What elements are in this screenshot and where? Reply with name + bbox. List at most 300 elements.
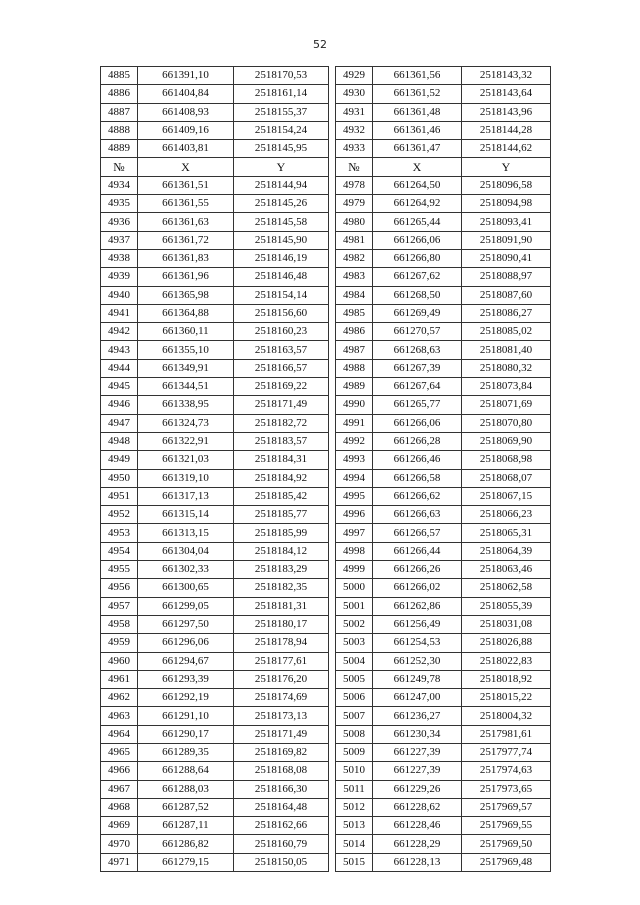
coordinate-rows bbox=[101, 176, 551, 871]
table-row bbox=[101, 176, 551, 194]
point-number: 4968 bbox=[101, 798, 138, 816]
y-coordinate: 2518166,30 bbox=[234, 780, 329, 798]
table-row bbox=[101, 67, 551, 85]
x-coordinate: 661266,80 bbox=[373, 249, 462, 267]
y-coordinate: 2518004,32 bbox=[462, 707, 551, 725]
y-coordinate: 2518068,07 bbox=[462, 469, 551, 487]
table-row bbox=[101, 579, 551, 597]
table-row bbox=[101, 780, 551, 798]
point-number: 4945 bbox=[101, 378, 138, 396]
y-coordinate: 2518090,41 bbox=[462, 249, 551, 267]
point-number: 5010 bbox=[336, 762, 373, 780]
table-row bbox=[101, 121, 551, 139]
x-coordinate: 661344,51 bbox=[138, 378, 234, 396]
point-number: 4948 bbox=[101, 432, 138, 450]
x-coordinate: 661291,10 bbox=[138, 707, 234, 725]
point-number: 5002 bbox=[336, 615, 373, 633]
point-number: 4960 bbox=[101, 652, 138, 670]
table-row bbox=[101, 359, 551, 377]
y-coordinate: 2518185,42 bbox=[234, 487, 329, 505]
x-coordinate: 661228,62 bbox=[373, 798, 462, 816]
table-row bbox=[101, 414, 551, 432]
point-number: 4935 bbox=[101, 195, 138, 213]
table-row bbox=[101, 689, 551, 707]
x-coordinate: 661289,35 bbox=[138, 743, 234, 761]
y-coordinate: 2518068,98 bbox=[462, 451, 551, 469]
column-gap bbox=[329, 542, 336, 560]
point-number: 4986 bbox=[336, 323, 373, 341]
table-row bbox=[101, 561, 551, 579]
x-coordinate: 661264,92 bbox=[373, 195, 462, 213]
point-number: 4987 bbox=[336, 341, 373, 359]
y-coordinate: 2518071,69 bbox=[462, 396, 551, 414]
y-coordinate: 2518173,13 bbox=[234, 707, 329, 725]
point-number: 4955 bbox=[101, 561, 138, 579]
column-gap bbox=[329, 689, 336, 707]
point-number: 5013 bbox=[336, 817, 373, 835]
y-coordinate: 2518063,46 bbox=[462, 561, 551, 579]
point-number: 5001 bbox=[336, 597, 373, 615]
x-coordinate: 661313,15 bbox=[138, 524, 234, 542]
y-coordinate: 2518155,37 bbox=[234, 103, 329, 121]
point-number: 4940 bbox=[101, 286, 138, 304]
point-number: 4886 bbox=[101, 85, 138, 103]
table-row bbox=[101, 451, 551, 469]
column-gap bbox=[329, 176, 336, 194]
point-number: 4988 bbox=[336, 359, 373, 377]
point-number: 4967 bbox=[101, 780, 138, 798]
y-coordinate: 2518154,24 bbox=[234, 121, 329, 139]
point-number: 4938 bbox=[101, 249, 138, 267]
column-gap bbox=[329, 341, 336, 359]
point-number: 4962 bbox=[101, 689, 138, 707]
point-number: 5003 bbox=[336, 634, 373, 652]
x-coordinate: 661267,64 bbox=[373, 378, 462, 396]
column-gap bbox=[329, 304, 336, 322]
column-gap bbox=[329, 579, 336, 597]
y-coordinate: 2518185,77 bbox=[234, 506, 329, 524]
table-row bbox=[101, 85, 551, 103]
x-coordinate: 661361,55 bbox=[138, 195, 234, 213]
point-number: 4953 bbox=[101, 524, 138, 542]
y-coordinate: 2518180,17 bbox=[234, 615, 329, 633]
point-number: 5014 bbox=[336, 835, 373, 853]
table-row bbox=[101, 506, 551, 524]
y-coordinate: 2518096,58 bbox=[462, 176, 551, 194]
x-coordinate: 661268,50 bbox=[373, 286, 462, 304]
column-gap bbox=[329, 103, 336, 121]
point-number: 4994 bbox=[336, 469, 373, 487]
x-coordinate: 661321,03 bbox=[138, 451, 234, 469]
point-number: 4932 bbox=[336, 121, 373, 139]
y-coordinate: 2518176,20 bbox=[234, 670, 329, 688]
y-coordinate: 2518031,08 bbox=[462, 615, 551, 633]
column-gap bbox=[329, 853, 336, 871]
x-coordinate: 661228,46 bbox=[373, 817, 462, 835]
y-coordinate: 2518018,92 bbox=[462, 670, 551, 688]
header-x-right: X bbox=[373, 158, 462, 176]
header-number-right: № bbox=[336, 158, 373, 176]
point-number: 4939 bbox=[101, 268, 138, 286]
x-coordinate: 661264,50 bbox=[373, 176, 462, 194]
column-gap bbox=[329, 268, 336, 286]
y-coordinate: 2518154,14 bbox=[234, 286, 329, 304]
point-number: 4946 bbox=[101, 396, 138, 414]
y-coordinate: 2517969,57 bbox=[462, 798, 551, 816]
column-gap bbox=[329, 286, 336, 304]
table-row bbox=[101, 103, 551, 121]
column-gap bbox=[329, 487, 336, 505]
point-number: 4952 bbox=[101, 506, 138, 524]
y-coordinate: 2518085,02 bbox=[462, 323, 551, 341]
y-coordinate: 2518169,82 bbox=[234, 743, 329, 761]
y-coordinate: 2518062,58 bbox=[462, 579, 551, 597]
point-number: 4947 bbox=[101, 414, 138, 432]
x-coordinate: 661229,26 bbox=[373, 780, 462, 798]
column-gap bbox=[329, 615, 336, 633]
table-row bbox=[101, 249, 551, 267]
x-coordinate: 661288,03 bbox=[138, 780, 234, 798]
y-coordinate: 2518087,60 bbox=[462, 286, 551, 304]
point-number: 4980 bbox=[336, 213, 373, 231]
x-coordinate: 661361,46 bbox=[373, 121, 462, 139]
y-coordinate: 2518171,49 bbox=[234, 725, 329, 743]
point-number: 4944 bbox=[101, 359, 138, 377]
x-coordinate: 661361,48 bbox=[373, 103, 462, 121]
column-gap bbox=[329, 85, 336, 103]
y-coordinate: 2518066,23 bbox=[462, 506, 551, 524]
x-coordinate: 661266,44 bbox=[373, 542, 462, 560]
y-coordinate: 2518145,58 bbox=[234, 213, 329, 231]
y-coordinate: 2518091,90 bbox=[462, 231, 551, 249]
point-number: 5006 bbox=[336, 689, 373, 707]
y-coordinate: 2518088,97 bbox=[462, 268, 551, 286]
y-coordinate: 2518177,61 bbox=[234, 652, 329, 670]
header-y-right: Y bbox=[462, 158, 551, 176]
point-number: 4996 bbox=[336, 506, 373, 524]
x-coordinate: 661267,39 bbox=[373, 359, 462, 377]
y-coordinate: 2517973,65 bbox=[462, 780, 551, 798]
y-coordinate: 2518080,32 bbox=[462, 359, 551, 377]
table-row bbox=[101, 670, 551, 688]
table-row bbox=[101, 615, 551, 633]
y-coordinate: 2518181,31 bbox=[234, 597, 329, 615]
y-coordinate: 2518055,39 bbox=[462, 597, 551, 615]
y-coordinate: 2518168,08 bbox=[234, 762, 329, 780]
point-number: 4950 bbox=[101, 469, 138, 487]
x-coordinate: 661256,49 bbox=[373, 615, 462, 633]
y-coordinate: 2518182,35 bbox=[234, 579, 329, 597]
point-number: 5011 bbox=[336, 780, 373, 798]
y-coordinate: 2518184,92 bbox=[234, 469, 329, 487]
x-coordinate: 661403,81 bbox=[138, 140, 234, 158]
x-coordinate: 661266,57 bbox=[373, 524, 462, 542]
x-coordinate: 661355,10 bbox=[138, 341, 234, 359]
x-coordinate: 661361,51 bbox=[138, 176, 234, 194]
y-coordinate: 2518026,88 bbox=[462, 634, 551, 652]
x-coordinate: 661249,78 bbox=[373, 670, 462, 688]
column-gap bbox=[329, 780, 336, 798]
point-number: 4985 bbox=[336, 304, 373, 322]
x-coordinate: 661254,53 bbox=[373, 634, 462, 652]
table-row bbox=[101, 817, 551, 835]
y-coordinate: 2517981,61 bbox=[462, 725, 551, 743]
header-y-left: Y bbox=[234, 158, 329, 176]
x-coordinate: 661361,72 bbox=[138, 231, 234, 249]
point-number: 4979 bbox=[336, 195, 373, 213]
x-coordinate: 661361,63 bbox=[138, 213, 234, 231]
coordinates-table bbox=[100, 66, 551, 872]
table-row bbox=[101, 487, 551, 505]
point-number: 4993 bbox=[336, 451, 373, 469]
column-gap bbox=[329, 561, 336, 579]
table-row bbox=[101, 798, 551, 816]
continued-rows bbox=[101, 67, 551, 158]
x-coordinate: 661361,56 bbox=[373, 67, 462, 85]
page-number: 52 bbox=[313, 38, 327, 51]
x-coordinate: 661300,65 bbox=[138, 579, 234, 597]
column-gap bbox=[329, 451, 336, 469]
point-number: 4991 bbox=[336, 414, 373, 432]
table-row bbox=[101, 286, 551, 304]
point-number: 5008 bbox=[336, 725, 373, 743]
point-number: 4984 bbox=[336, 286, 373, 304]
point-number: 4983 bbox=[336, 268, 373, 286]
x-coordinate: 661265,77 bbox=[373, 396, 462, 414]
point-number: 5012 bbox=[336, 798, 373, 816]
x-coordinate: 661409,16 bbox=[138, 121, 234, 139]
point-number: 4992 bbox=[336, 432, 373, 450]
point-number: 4969 bbox=[101, 817, 138, 835]
y-coordinate: 2518143,96 bbox=[462, 103, 551, 121]
column-gap bbox=[329, 378, 336, 396]
column-gap bbox=[329, 743, 336, 761]
y-coordinate: 2518161,14 bbox=[234, 85, 329, 103]
column-gap bbox=[329, 323, 336, 341]
x-coordinate: 661319,10 bbox=[138, 469, 234, 487]
x-coordinate: 661361,52 bbox=[373, 85, 462, 103]
column-gap bbox=[329, 707, 336, 725]
y-coordinate: 2518146,48 bbox=[234, 268, 329, 286]
table-row bbox=[101, 634, 551, 652]
point-number: 4961 bbox=[101, 670, 138, 688]
point-number: 4934 bbox=[101, 176, 138, 194]
point-number: 4989 bbox=[336, 378, 373, 396]
y-coordinate: 2518174,69 bbox=[234, 689, 329, 707]
table-row bbox=[101, 542, 551, 560]
y-coordinate: 2518069,90 bbox=[462, 432, 551, 450]
column-gap bbox=[329, 652, 336, 670]
y-coordinate: 2518022,83 bbox=[462, 652, 551, 670]
point-number: 4956 bbox=[101, 579, 138, 597]
point-number: 5007 bbox=[336, 707, 373, 725]
point-number: 4958 bbox=[101, 615, 138, 633]
x-coordinate: 661297,50 bbox=[138, 615, 234, 633]
x-coordinate: 661302,33 bbox=[138, 561, 234, 579]
column-gap bbox=[329, 414, 336, 432]
point-number: 4966 bbox=[101, 762, 138, 780]
point-number: 4965 bbox=[101, 743, 138, 761]
header-row bbox=[101, 158, 551, 176]
column-gap bbox=[329, 158, 336, 176]
column-gap bbox=[329, 231, 336, 249]
x-coordinate: 661265,44 bbox=[373, 213, 462, 231]
x-coordinate: 661227,39 bbox=[373, 762, 462, 780]
y-coordinate: 2518093,41 bbox=[462, 213, 551, 231]
y-coordinate: 2518065,31 bbox=[462, 524, 551, 542]
x-coordinate: 661408,93 bbox=[138, 103, 234, 121]
x-coordinate: 661317,13 bbox=[138, 487, 234, 505]
x-coordinate: 661266,46 bbox=[373, 451, 462, 469]
x-coordinate: 661269,49 bbox=[373, 304, 462, 322]
y-coordinate: 2518178,94 bbox=[234, 634, 329, 652]
x-coordinate: 661266,26 bbox=[373, 561, 462, 579]
table-row bbox=[101, 140, 551, 158]
x-coordinate: 661266,62 bbox=[373, 487, 462, 505]
x-coordinate: 661364,88 bbox=[138, 304, 234, 322]
table-row bbox=[101, 304, 551, 322]
y-coordinate: 2517969,50 bbox=[462, 835, 551, 853]
point-number: 4885 bbox=[101, 67, 138, 85]
x-coordinate: 661315,14 bbox=[138, 506, 234, 524]
table-row bbox=[101, 762, 551, 780]
y-coordinate: 2518015,22 bbox=[462, 689, 551, 707]
point-number: 4959 bbox=[101, 634, 138, 652]
point-number: 4943 bbox=[101, 341, 138, 359]
table-row bbox=[101, 341, 551, 359]
x-coordinate: 661279,15 bbox=[138, 853, 234, 871]
table-row bbox=[101, 743, 551, 761]
point-number: 4930 bbox=[336, 85, 373, 103]
point-number: 4951 bbox=[101, 487, 138, 505]
x-coordinate: 661266,02 bbox=[373, 579, 462, 597]
point-number: 5000 bbox=[336, 579, 373, 597]
point-number: 4937 bbox=[101, 231, 138, 249]
column-gap bbox=[329, 835, 336, 853]
column-gap bbox=[329, 725, 336, 743]
point-number: 4942 bbox=[101, 323, 138, 341]
x-coordinate: 661286,82 bbox=[138, 835, 234, 853]
table-row bbox=[101, 469, 551, 487]
y-coordinate: 2518064,39 bbox=[462, 542, 551, 560]
y-coordinate: 2518183,29 bbox=[234, 561, 329, 579]
point-number: 4936 bbox=[101, 213, 138, 231]
x-coordinate: 661288,64 bbox=[138, 762, 234, 780]
y-coordinate: 2518143,64 bbox=[462, 85, 551, 103]
table-row bbox=[101, 213, 551, 231]
point-number: 4963 bbox=[101, 707, 138, 725]
x-coordinate: 661270,57 bbox=[373, 323, 462, 341]
point-number: 4970 bbox=[101, 835, 138, 853]
point-number: 4971 bbox=[101, 853, 138, 871]
x-coordinate: 661228,29 bbox=[373, 835, 462, 853]
table-row bbox=[101, 835, 551, 853]
y-coordinate: 2518170,53 bbox=[234, 67, 329, 85]
header-number-left: № bbox=[101, 158, 138, 176]
point-number: 4931 bbox=[336, 103, 373, 121]
x-coordinate: 661296,06 bbox=[138, 634, 234, 652]
column-gap bbox=[329, 195, 336, 213]
x-coordinate: 661365,98 bbox=[138, 286, 234, 304]
point-number: 4999 bbox=[336, 561, 373, 579]
column-gap bbox=[329, 524, 336, 542]
column-gap bbox=[329, 140, 336, 158]
x-coordinate: 661266,06 bbox=[373, 231, 462, 249]
table-row bbox=[101, 323, 551, 341]
x-coordinate: 661349,91 bbox=[138, 359, 234, 377]
point-number: 5015 bbox=[336, 853, 373, 871]
y-coordinate: 2518150,05 bbox=[234, 853, 329, 871]
column-gap bbox=[329, 597, 336, 615]
y-coordinate: 2518145,90 bbox=[234, 231, 329, 249]
y-coordinate: 2517969,48 bbox=[462, 853, 551, 871]
x-coordinate: 661266,06 bbox=[373, 414, 462, 432]
column-gap bbox=[329, 249, 336, 267]
x-coordinate: 661361,47 bbox=[373, 140, 462, 158]
y-coordinate: 2518162,66 bbox=[234, 817, 329, 835]
x-coordinate: 661247,00 bbox=[373, 689, 462, 707]
y-coordinate: 2518184,12 bbox=[234, 542, 329, 560]
table-row bbox=[101, 378, 551, 396]
x-coordinate: 661290,17 bbox=[138, 725, 234, 743]
x-coordinate: 661292,19 bbox=[138, 689, 234, 707]
y-coordinate: 2518146,19 bbox=[234, 249, 329, 267]
table-row bbox=[101, 707, 551, 725]
column-gap bbox=[329, 817, 336, 835]
point-number: 4888 bbox=[101, 121, 138, 139]
x-coordinate: 661360,11 bbox=[138, 323, 234, 341]
y-coordinate: 2518144,28 bbox=[462, 121, 551, 139]
header-x-left: X bbox=[138, 158, 234, 176]
y-coordinate: 2518070,80 bbox=[462, 414, 551, 432]
table-row bbox=[101, 597, 551, 615]
column-gap bbox=[329, 121, 336, 139]
point-number: 4995 bbox=[336, 487, 373, 505]
x-coordinate: 661287,11 bbox=[138, 817, 234, 835]
y-coordinate: 2518183,57 bbox=[234, 432, 329, 450]
x-coordinate: 661266,63 bbox=[373, 506, 462, 524]
x-coordinate: 661391,10 bbox=[138, 67, 234, 85]
point-number: 4949 bbox=[101, 451, 138, 469]
y-coordinate: 2518073,84 bbox=[462, 378, 551, 396]
table-row bbox=[101, 396, 551, 414]
point-number: 5004 bbox=[336, 652, 373, 670]
x-coordinate: 661322,91 bbox=[138, 432, 234, 450]
point-number: 4954 bbox=[101, 542, 138, 560]
y-coordinate: 2518163,57 bbox=[234, 341, 329, 359]
x-coordinate: 661230,34 bbox=[373, 725, 462, 743]
y-coordinate: 2518144,94 bbox=[234, 176, 329, 194]
point-number: 4964 bbox=[101, 725, 138, 743]
x-coordinate: 661361,83 bbox=[138, 249, 234, 267]
point-number: 4978 bbox=[336, 176, 373, 194]
point-number: 4997 bbox=[336, 524, 373, 542]
table-row bbox=[101, 231, 551, 249]
table-row bbox=[101, 432, 551, 450]
y-coordinate: 2518094,98 bbox=[462, 195, 551, 213]
y-coordinate: 2518185,99 bbox=[234, 524, 329, 542]
table-row bbox=[101, 853, 551, 871]
y-coordinate: 2518086,27 bbox=[462, 304, 551, 322]
column-gap bbox=[329, 762, 336, 780]
y-coordinate: 2518145,26 bbox=[234, 195, 329, 213]
x-coordinate: 661252,30 bbox=[373, 652, 462, 670]
x-coordinate: 661324,73 bbox=[138, 414, 234, 432]
point-number: 4933 bbox=[336, 140, 373, 158]
x-coordinate: 661304,04 bbox=[138, 542, 234, 560]
y-coordinate: 2518067,15 bbox=[462, 487, 551, 505]
y-coordinate: 2518166,57 bbox=[234, 359, 329, 377]
